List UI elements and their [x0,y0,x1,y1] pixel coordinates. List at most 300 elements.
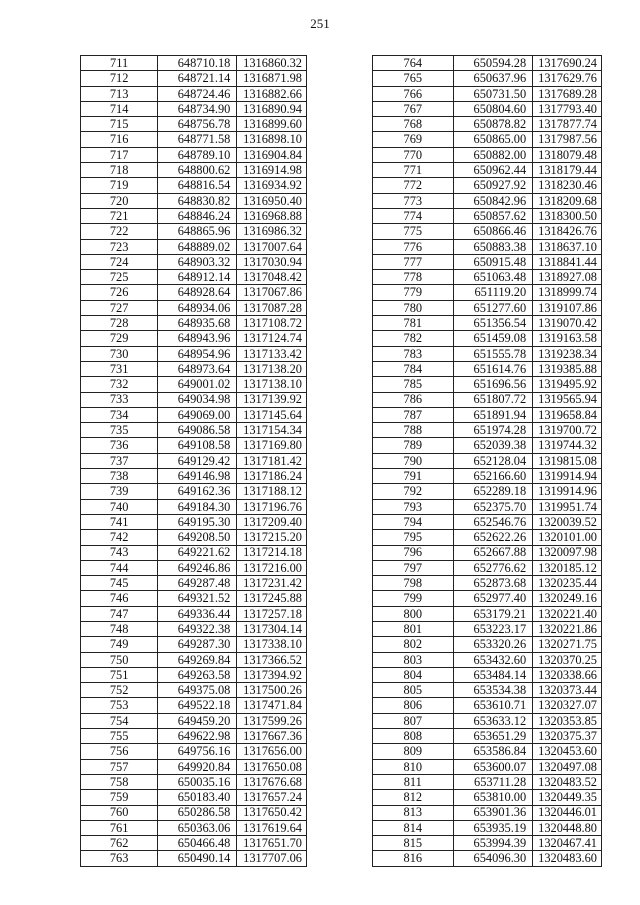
y-coordinate-cell: 1318209.68 [533,193,602,208]
table-row [81,820,307,835]
x-coordinate-cell: 651277.60 [453,300,533,315]
y-coordinate-cell: 1317067.86 [237,285,307,300]
table-row [81,239,307,254]
point-number-cell: 788 [373,423,454,438]
table-row [81,774,307,789]
x-coordinate-cell: 653901.36 [453,805,533,820]
point-number-cell: 783 [373,346,454,361]
table-row [81,621,307,636]
point-number-cell: 764 [373,56,454,71]
point-number-cell: 774 [373,208,454,223]
table-row [373,560,602,575]
table-row [81,713,307,728]
x-coordinate-cell: 650490.14 [158,851,237,866]
table-row [373,316,602,331]
point-number-cell: 737 [81,453,158,468]
table-row [81,591,307,606]
y-coordinate-cell: 1316968.88 [237,208,307,223]
x-coordinate-cell: 653633.12 [453,713,533,728]
table-row [373,254,602,269]
coordinates-table-right [372,55,602,867]
y-coordinate-cell: 1320353.85 [533,713,602,728]
table-row [81,851,307,866]
point-number-cell: 798 [373,576,454,591]
x-coordinate-cell: 649184.30 [158,499,237,514]
y-coordinate-cell: 1317154.34 [237,423,307,438]
point-number-cell: 743 [81,545,158,560]
x-coordinate-cell: 648846.24 [158,208,237,223]
x-coordinate-cell: 650594.28 [453,56,533,71]
table-row [81,790,307,805]
y-coordinate-cell: 1320235.44 [533,576,602,591]
y-coordinate-cell: 1317133.42 [237,346,307,361]
table-row [81,117,307,132]
point-number-cell: 750 [81,652,158,667]
x-coordinate-cell: 648721.14 [158,71,237,86]
x-coordinate-cell: 648912.14 [158,270,237,285]
table-row [81,254,307,269]
table-row [81,423,307,438]
table-row [81,637,307,652]
x-coordinate-cell: 653484.14 [453,667,533,682]
coordinates-table-right-body [373,56,602,867]
table-row [373,285,602,300]
table-row [81,56,307,71]
y-coordinate-cell: 1320249.16 [533,591,602,606]
table-row [373,820,602,835]
y-coordinate-cell: 1318079.48 [533,147,602,162]
y-coordinate-cell: 1319070.42 [533,316,602,331]
table-row [373,667,602,682]
coordinates-table-left [80,55,307,867]
point-number-cell: 789 [373,438,454,453]
point-number-cell: 711 [81,56,158,71]
x-coordinate-cell: 649162.36 [158,484,237,499]
y-coordinate-cell: 1320373.44 [533,683,602,698]
x-coordinate-cell: 652873.68 [453,576,533,591]
y-coordinate-cell: 1317138.20 [237,361,307,376]
point-number-cell: 728 [81,316,158,331]
point-number-cell: 718 [81,163,158,178]
point-number-cell: 723 [81,239,158,254]
x-coordinate-cell: 649920.84 [158,759,237,774]
table-row [81,316,307,331]
point-number-cell: 771 [373,163,454,178]
y-coordinate-cell: 1318426.76 [533,224,602,239]
point-number-cell: 714 [81,101,158,116]
point-number-cell: 803 [373,652,454,667]
x-coordinate-cell: 652039.38 [453,438,533,453]
point-number-cell: 738 [81,469,158,484]
point-number-cell: 767 [373,101,454,116]
x-coordinate-cell: 650866.46 [453,224,533,239]
y-coordinate-cell: 1317214.18 [237,545,307,560]
x-coordinate-cell: 651891.94 [453,407,533,422]
table-row [81,652,307,667]
table-row [373,545,602,560]
point-number-cell: 758 [81,774,158,789]
point-number-cell: 721 [81,208,158,223]
x-coordinate-cell: 653651.29 [453,729,533,744]
point-number-cell: 731 [81,361,158,376]
point-number-cell: 780 [373,300,454,315]
x-coordinate-cell: 649069.00 [158,407,237,422]
point-number-cell: 770 [373,147,454,162]
point-number-cell: 713 [81,86,158,101]
y-coordinate-cell: 1317599.26 [237,713,307,728]
table-row [373,453,602,468]
table-row [373,499,602,514]
y-coordinate-cell: 1320097.98 [533,545,602,560]
point-number-cell: 779 [373,285,454,300]
point-number-cell: 782 [373,331,454,346]
table-row [373,423,602,438]
table-row [373,774,602,789]
y-coordinate-cell: 1320453.60 [533,744,602,759]
point-number-cell: 717 [81,147,158,162]
y-coordinate-cell: 1317366.52 [237,652,307,667]
x-coordinate-cell: 649129.42 [158,453,237,468]
table-row [373,224,602,239]
point-number-cell: 754 [81,713,158,728]
point-number-cell: 761 [81,820,158,835]
x-coordinate-cell: 650637.96 [453,71,533,86]
y-coordinate-cell: 1317987.56 [533,132,602,147]
table-row [81,270,307,285]
table-row [81,667,307,682]
point-number-cell: 729 [81,331,158,346]
y-coordinate-cell: 1317619.64 [237,820,307,835]
point-number-cell: 796 [373,545,454,560]
y-coordinate-cell: 1320101.00 [533,530,602,545]
x-coordinate-cell: 650842.96 [453,193,533,208]
point-number-cell: 813 [373,805,454,820]
table-row [373,621,602,636]
x-coordinate-cell: 650804.60 [453,101,533,116]
x-coordinate-cell: 650286.58 [158,805,237,820]
y-coordinate-cell: 1319700.72 [533,423,602,438]
y-coordinate-cell: 1317394.92 [237,667,307,682]
point-number-cell: 745 [81,576,158,591]
y-coordinate-cell: 1317245.88 [237,591,307,606]
y-coordinate-cell: 1317657.24 [237,790,307,805]
x-coordinate-cell: 652546.76 [453,514,533,529]
table-row [373,163,602,178]
table-row [81,759,307,774]
point-number-cell: 800 [373,606,454,621]
y-coordinate-cell: 1319914.96 [533,484,602,499]
y-coordinate-cell: 1320327.07 [533,698,602,713]
y-coordinate-cell: 1320338.66 [533,667,602,682]
point-number-cell: 811 [373,774,454,789]
point-number-cell: 741 [81,514,158,529]
x-coordinate-cell: 648816.54 [158,178,237,193]
y-coordinate-cell: 1320446.01 [533,805,602,820]
coordinates-table-left-body [81,56,307,867]
x-coordinate-cell: 649459.20 [158,713,237,728]
table-row [81,346,307,361]
table-row [373,147,602,162]
point-number-cell: 755 [81,729,158,744]
y-coordinate-cell: 1317707.06 [237,851,307,866]
y-coordinate-cell: 1317676.68 [237,774,307,789]
table-row [373,469,602,484]
x-coordinate-cell: 652667.88 [453,545,533,560]
table-row [373,361,602,376]
y-coordinate-cell: 1318927.08 [533,270,602,285]
y-coordinate-cell: 1320221.86 [533,621,602,636]
point-number-cell: 791 [373,469,454,484]
x-coordinate-cell: 649287.48 [158,576,237,591]
y-coordinate-cell: 1319815.08 [533,453,602,468]
x-coordinate-cell: 653432.60 [453,652,533,667]
point-number-cell: 751 [81,667,158,682]
point-number-cell: 802 [373,637,454,652]
x-coordinate-cell: 651119.20 [453,285,533,300]
point-number-cell: 795 [373,530,454,545]
x-coordinate-cell: 648756.78 [158,117,237,132]
y-coordinate-cell: 1319565.94 [533,392,602,407]
y-coordinate-cell: 1320449.35 [533,790,602,805]
x-coordinate-cell: 648771.58 [158,132,237,147]
point-number-cell: 804 [373,667,454,682]
point-number-cell: 808 [373,729,454,744]
x-coordinate-cell: 649195.30 [158,514,237,529]
y-coordinate-cell: 1317196.76 [237,499,307,514]
x-coordinate-cell: 653600.07 [453,759,533,774]
y-coordinate-cell: 1319385.88 [533,361,602,376]
x-coordinate-cell: 652776.62 [453,560,533,575]
x-coordinate-cell: 649001.02 [158,377,237,392]
y-coordinate-cell: 1317304.14 [237,621,307,636]
point-number-cell: 756 [81,744,158,759]
table-row [373,101,602,116]
point-number-cell: 719 [81,178,158,193]
table-row [81,560,307,575]
x-coordinate-cell: 651807.72 [453,392,533,407]
point-number-cell: 772 [373,178,454,193]
x-coordinate-cell: 649522.18 [158,698,237,713]
point-number-cell: 734 [81,407,158,422]
y-coordinate-cell: 1318230.46 [533,178,602,193]
table-row [81,576,307,591]
table-row [373,208,602,223]
point-number-cell: 716 [81,132,158,147]
x-coordinate-cell: 650927.92 [453,178,533,193]
x-coordinate-cell: 649321.52 [158,591,237,606]
table-row [81,545,307,560]
x-coordinate-cell: 649246.86 [158,560,237,575]
x-coordinate-cell: 649322.38 [158,621,237,636]
y-coordinate-cell: 1317007.64 [237,239,307,254]
table-row [81,208,307,223]
point-number-cell: 730 [81,346,158,361]
table-row [373,438,602,453]
x-coordinate-cell: 650183.40 [158,790,237,805]
table-row [373,591,602,606]
table-row [81,132,307,147]
x-coordinate-cell: 649208.50 [158,530,237,545]
x-coordinate-cell: 653810.00 [453,790,533,805]
y-coordinate-cell: 1319744.32 [533,438,602,453]
table-row [373,407,602,422]
x-coordinate-cell: 648943.96 [158,331,237,346]
point-number-cell: 784 [373,361,454,376]
y-coordinate-cell: 1317793.40 [533,101,602,116]
point-number-cell: 790 [373,453,454,468]
table-row [373,270,602,285]
x-coordinate-cell: 652977.40 [453,591,533,606]
point-number-cell: 815 [373,836,454,851]
y-coordinate-cell: 1317186.24 [237,469,307,484]
x-coordinate-cell: 648830.82 [158,193,237,208]
table-row [373,683,602,698]
y-coordinate-cell: 1316986.32 [237,224,307,239]
y-coordinate-cell: 1319163.58 [533,331,602,346]
point-number-cell: 778 [373,270,454,285]
point-number-cell: 763 [81,851,158,866]
x-coordinate-cell: 648973.64 [158,361,237,376]
y-coordinate-cell: 1316890.94 [237,101,307,116]
table-row [81,805,307,820]
point-number-cell: 816 [373,851,454,866]
point-number-cell: 735 [81,423,158,438]
y-coordinate-cell: 1317338.10 [237,637,307,652]
x-coordinate-cell: 652622.26 [453,530,533,545]
x-coordinate-cell: 652375.70 [453,499,533,514]
x-coordinate-cell: 651974.28 [453,423,533,438]
table-row [81,178,307,193]
point-number-cell: 757 [81,759,158,774]
y-coordinate-cell: 1317651.70 [237,836,307,851]
table-row [81,86,307,101]
x-coordinate-cell: 648889.02 [158,239,237,254]
y-coordinate-cell: 1320370.25 [533,652,602,667]
point-number-cell: 739 [81,484,158,499]
y-coordinate-cell: 1317689.28 [533,86,602,101]
x-coordinate-cell: 652289.18 [453,484,533,499]
point-number-cell: 753 [81,698,158,713]
y-coordinate-cell: 1316914.98 [237,163,307,178]
point-number-cell: 742 [81,530,158,545]
x-coordinate-cell: 649146.98 [158,469,237,484]
y-coordinate-cell: 1316871.98 [237,71,307,86]
point-number-cell: 786 [373,392,454,407]
y-coordinate-cell: 1317139.92 [237,392,307,407]
x-coordinate-cell: 650962.44 [453,163,533,178]
x-coordinate-cell: 650915.48 [453,254,533,269]
table-row [81,683,307,698]
x-coordinate-cell: 650857.62 [453,208,533,223]
point-number-cell: 809 [373,744,454,759]
x-coordinate-cell: 651063.48 [453,270,533,285]
table-row [373,86,602,101]
y-coordinate-cell: 1317231.42 [237,576,307,591]
y-coordinate-cell: 1320271.75 [533,637,602,652]
y-coordinate-cell: 1316860.32 [237,56,307,71]
table-row [81,392,307,407]
table-row [81,514,307,529]
x-coordinate-cell: 653223.17 [453,621,533,636]
x-coordinate-cell: 649375.08 [158,683,237,698]
table-row [373,637,602,652]
point-number-cell: 722 [81,224,158,239]
y-coordinate-cell: 1317690.24 [533,56,602,71]
y-coordinate-cell: 1317108.72 [237,316,307,331]
point-number-cell: 736 [81,438,158,453]
y-coordinate-cell: 1320221.40 [533,606,602,621]
x-coordinate-cell: 653994.39 [453,836,533,851]
table-row [373,514,602,529]
y-coordinate-cell: 1316950.40 [237,193,307,208]
point-number-cell: 760 [81,805,158,820]
y-coordinate-cell: 1319107.86 [533,300,602,315]
y-coordinate-cell: 1316898.10 [237,132,307,147]
x-coordinate-cell: 653610.71 [453,698,533,713]
table-row [81,285,307,300]
x-coordinate-cell: 651459.08 [453,331,533,346]
table-row [81,729,307,744]
y-coordinate-cell: 1317656.00 [237,744,307,759]
point-number-cell: 744 [81,560,158,575]
table-row [81,407,307,422]
table-row [373,530,602,545]
table-row [81,438,307,453]
x-coordinate-cell: 649034.98 [158,392,237,407]
x-coordinate-cell: 649263.58 [158,667,237,682]
x-coordinate-cell: 649221.62 [158,545,237,560]
x-coordinate-cell: 653534.38 [453,683,533,698]
point-number-cell: 762 [81,836,158,851]
y-coordinate-cell: 1318999.74 [533,285,602,300]
x-coordinate-cell: 648734.90 [158,101,237,116]
y-coordinate-cell: 1318179.44 [533,163,602,178]
x-coordinate-cell: 648865.96 [158,224,237,239]
point-number-cell: 775 [373,224,454,239]
x-coordinate-cell: 649756.16 [158,744,237,759]
table-row [81,300,307,315]
table-row [373,729,602,744]
x-coordinate-cell: 650363.06 [158,820,237,835]
point-number-cell: 712 [81,71,158,86]
y-coordinate-cell: 1320483.60 [533,851,602,866]
table-row [373,805,602,820]
table-row [81,163,307,178]
point-number-cell: 769 [373,132,454,147]
table-row [81,101,307,116]
point-number-cell: 792 [373,484,454,499]
x-coordinate-cell: 648903.32 [158,254,237,269]
x-coordinate-cell: 653935.19 [453,820,533,835]
y-coordinate-cell: 1317181.42 [237,453,307,468]
y-coordinate-cell: 1317667.36 [237,729,307,744]
point-number-cell: 765 [373,71,454,86]
y-coordinate-cell: 1317145.64 [237,407,307,422]
x-coordinate-cell: 653711.28 [453,774,533,789]
table-row [373,331,602,346]
point-number-cell: 732 [81,377,158,392]
x-coordinate-cell: 651696.56 [453,377,533,392]
point-number-cell: 759 [81,790,158,805]
point-number-cell: 794 [373,514,454,529]
point-number-cell: 768 [373,117,454,132]
x-coordinate-cell: 648928.64 [158,285,237,300]
table-row [373,713,602,728]
x-coordinate-cell: 650883.38 [453,239,533,254]
point-number-cell: 725 [81,270,158,285]
table-row [373,576,602,591]
y-coordinate-cell: 1318300.50 [533,208,602,223]
